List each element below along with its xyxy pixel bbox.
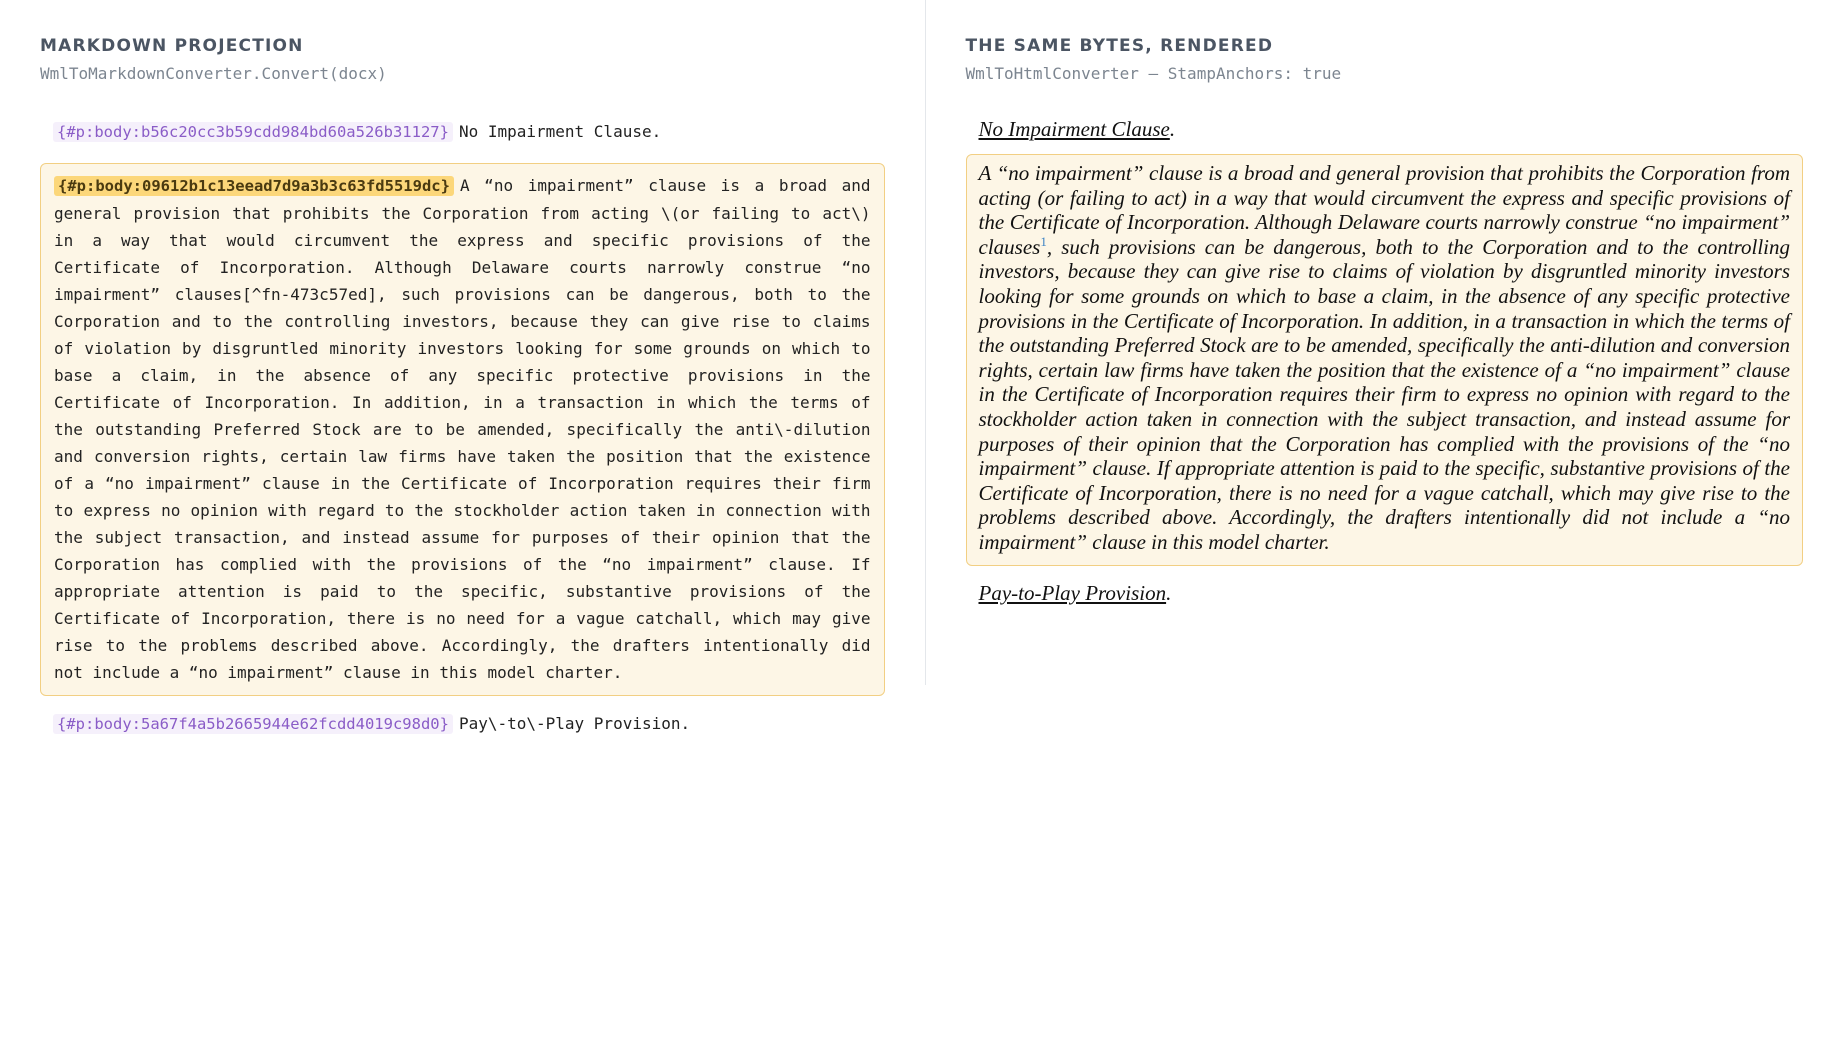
rendered-pane [926,0,1843,1037]
paragraph-text: No Impairment Clause. [458,122,662,141]
footnote-reference-link[interactable]: 1 [1040,233,1047,249]
paragraph-anchor[interactable]: {#p:body:b56c20cc3b59cdd984bd60a526b31127} [53,122,453,142]
pane-subtitle: WmlToHtmlConverter — StampAnchors: true [965,64,1342,83]
heading-suffix: . [1169,117,1176,141]
pane-subtitle: WmlToMarkdownConverter.Convert(docx) [40,64,387,83]
rendered-paragraph-highlighted[interactable] [966,154,1804,566]
pane-title: MARKDOWN PROJECTION [40,36,304,56]
rendered-heading[interactable] [966,579,1804,607]
heading-text: Pay-to-Play Provision [978,580,1167,605]
paragraph-anchor[interactable]: {#p:body:5a67f4a5b2665944e62fcdd4019c98d0} [53,714,453,734]
markdown-paragraph[interactable] [40,118,885,146]
rendered-heading[interactable] [966,115,1804,143]
markdown-paragraph-highlighted[interactable] [40,163,885,696]
heading-suffix: . [1166,580,1172,605]
paragraph-text: Pay\-to\-Play Provision. [458,714,691,733]
paragraph-text-before: A “no impairment” clause is a broad and general provision that prohibits the Corporation from acting (or failing to act) in a way that would circumvent the express and specific provisions of the Certificate of Incorporation. Although Delaware courts narrowly construe “no impairment” clauses [978,161,1790,259]
pane-title: THE SAME BYTES, RENDERED [965,36,1274,56]
paragraph-text-after: , such provisions can be dangerous, both to the Corporation and to the controlling investors, because they can give rise to claims of violation by disgruntled minority investors looking for some grounds on which to base a claim, in the absence of any specific protective provisions in the Certificate of Incorporation. In addition, in a transaction in which the terms of the outstanding Preferred Stock are to be amended, specifically the anti-dilution and conversion rights, certain law firms have taken the position that the existence of a “no impairment” clause in the Certificate of Incorporation requires their firm to express no opinion with regard to the stockholder action taken in connection with the subject transaction, and instead assume for purposes of their opinion that the Corporation has complied with the provisions of the “no impairment” clause. If appropriate attention is paid to the specific, substantive provisions of the Certificate of Incorporation, there is no need for a vague catchall, which may give rise to the problems described above. Accordingly, the drafters intentionally did not include a “no impairment” clause in this model charter. [978,234,1790,554]
heading-text: No Impairment Clause [978,117,1170,141]
paragraph-text: A “no impairment” clause is a broad and general provision that prohibits the Corporation from acting \(or failing to act\) in a way that would circumvent the express and specific provisions of the Certificate of Incorporation. Although Delaware courts narrowly construe “no impairment” clauses[^fn-473c57ed], such provisions can be dangerous, both to the Corporation and to the controlling investors, because they can give rise to claims of violation by disgruntled minority investors looking for some grounds on which to base a claim, in the absence of any specific protective provisions in the Certificate of Incorporation. In addition, in a transaction in which the terms of the outstanding Preferred Stock are to be amended, specifically the anti\-dilution and conversion rights, certain law firms have taken the position that the existence of a “no impairment” clause in the Certificate of Incorporation requires their firm to express no opinion with regard to the stockholder action taken in connection with the subject transaction, and instead assume for purposes of their opinion that the Corporation has complied with the provisions of the “no impairment” clause. If appropriate attention is paid to the specific, substantive provisions of the Certificate of Incorporation, there is no need for a vague catchall, which may give rise to the problems described above. Accordingly, the drafters intentionally did not include a “no impairment” clause in this model charter. [54,176,871,682]
markdown-paragraph[interactable] [40,710,885,738]
paragraph-anchor-active[interactable]: {#p:body:09612b1c13eead7d9a3b3c63fd5519dc} [54,176,454,196]
